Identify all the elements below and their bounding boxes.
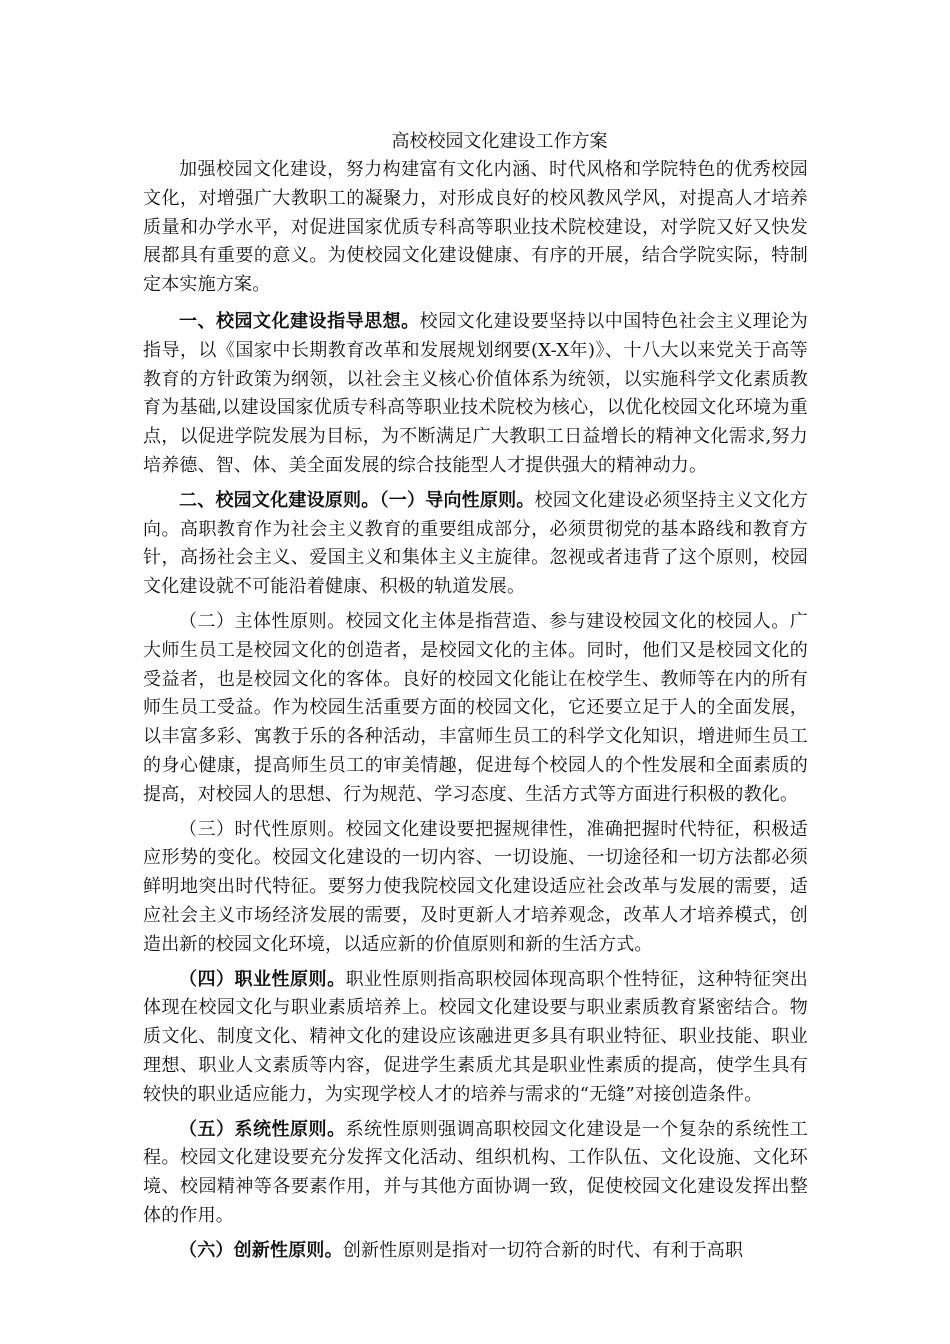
subsection-heading: （一）导向性原则。 [379,489,535,511]
paragraph-text: 加强校园文化建设，努力构建富有文化内涵、时代风格和学院特色的优秀校园文化，对增强广大教职工的凝聚力，对形成良好的校风教风学风，对提高人才培养质量和办学水平，对促进国家优质专科高等职业技术院校建设，对学院又好又快发展都具有重要的意义。为使校园文化建设健康、有序的开展，结合学院实际，特制定本实施方案。 [143,159,808,296]
paragraph-text: 校园文化建设必须坚持主义文化方向。高职教育作为社会主义教育的重要组成部分，必须贯彻党的基本路线和教育方针，高扬社会主义、爱国主义和集体主义主旋律。忽视或者违背了这个原则，校园文化建设就不可能沿着健康、积极的轨道发展。 [143,489,808,598]
subsection-heading: （四）职业性原则。 [179,968,346,990]
section-heading: 二、校园文化建设原则。 [179,489,380,511]
paragraph-principles [143,487,808,602]
paragraph-text: （三）时代性原则。校园文化建设要把握规律性，准确把握时代特征，积极适应形势的变化。校园文化建设的一切内容、一切设施、一切途径和一切方法都必须鲜明地突出时代特征。要努力使我院校园文化建设适应社会改革与发展的需要，适应社会主义市场经济发展的需要，及时更新人才培养观念，改革人才培养模式，创造出新的校园文化环境，以适应新的价值原则和新的生活方式。 [143,818,808,955]
paragraph-subject-principle [143,608,808,810]
paragraph-text: 系统性原则强调高职校园文化建设是一个复杂的系统性工程。校园文化建设要充分发挥文化活动、组织机构、工作队伍、文化设施、文化环境、校园精神等各要素作用，并与其他方面协调一致，促使校园文化建设发挥出整体的作用。 [143,1118,808,1226]
document-title: 高校校园文化建设工作方案 [391,131,608,152]
paragraph-intro [143,156,808,300]
paragraph-era-principle [143,816,808,960]
paragraph-vocational-principle [143,966,808,1110]
subsection-heading: （六）创新性原则。 [179,1239,343,1261]
paragraph-text: （二）主体性原则。校园文化主体是指营造、参与建设校园文化的校园人。广大师生员工是校园文化的创造者，是校园文化的主体。同时，他们又是校园文化的受益者，也是校园文化的客体。良好的校园文化能让在校学生、教师等在内的所有师生员工受益。作为校园生活重要方面的校园文化，它还要立足于人的全面发展，以丰富多彩、寓教于乐的各种活动，丰富师生员工的科学文化知识，增进师生员工的身心健康，提高师生员工的审美情趣，促进每个校园人的个性发展和全面素质的提高，对校园人的思想、行为规范、学习态度、生活方式等方面进行积极的教化。 [143,610,808,805]
paragraph-text: 职业性原则指高职校园体现高职个性特征，这种特征突出体现在校园文化与职业素质培养上。校园文化建设要与职业素质教育紧密结合。物质文化、制度文化、精神文化的建设应该融进更多具有职业特征、职业技能、职业理想、职业人文素质等内容，促进学生素质尤其是职业性素质的提高，使学生具有较快的职业适应能力，为实现学校人才的培养与需求的“无缝”对接创造条件。 [143,968,808,1105]
paragraph-text: 校园文化建设要坚持以中国特色社会主义理论为指导，以《国家中长期教育改革和发展规划纲要(X-X年)》、十八大以来党关于高等教育的方针政策为纲领，以社会主义核心价值体系为统领，以实施科学文化素质教育为基础,以建设国家优质专科高等职业技术院校为核心，以优化校园文化环境为重点，以促进学院发展为目标，为不断满足广大教职工日益增长的精神文化需求,努力培养德、智、体、美全面发展的综合技能型人才提供强大的精神动力。 [143,310,808,476]
document-page [143,128,808,1271]
paragraph-innovation-principle [143,1237,808,1266]
subsection-heading: （五）系统性原则。 [179,1118,346,1140]
paragraph-guiding-ideology [143,308,808,481]
paragraph-systemic-principle [143,1116,808,1231]
paragraph-text: 创新性原则是指对一切符合新的时代、有利于高职 [342,1239,744,1261]
section-heading: 一、校园文化建设指导思想。 [179,310,420,332]
